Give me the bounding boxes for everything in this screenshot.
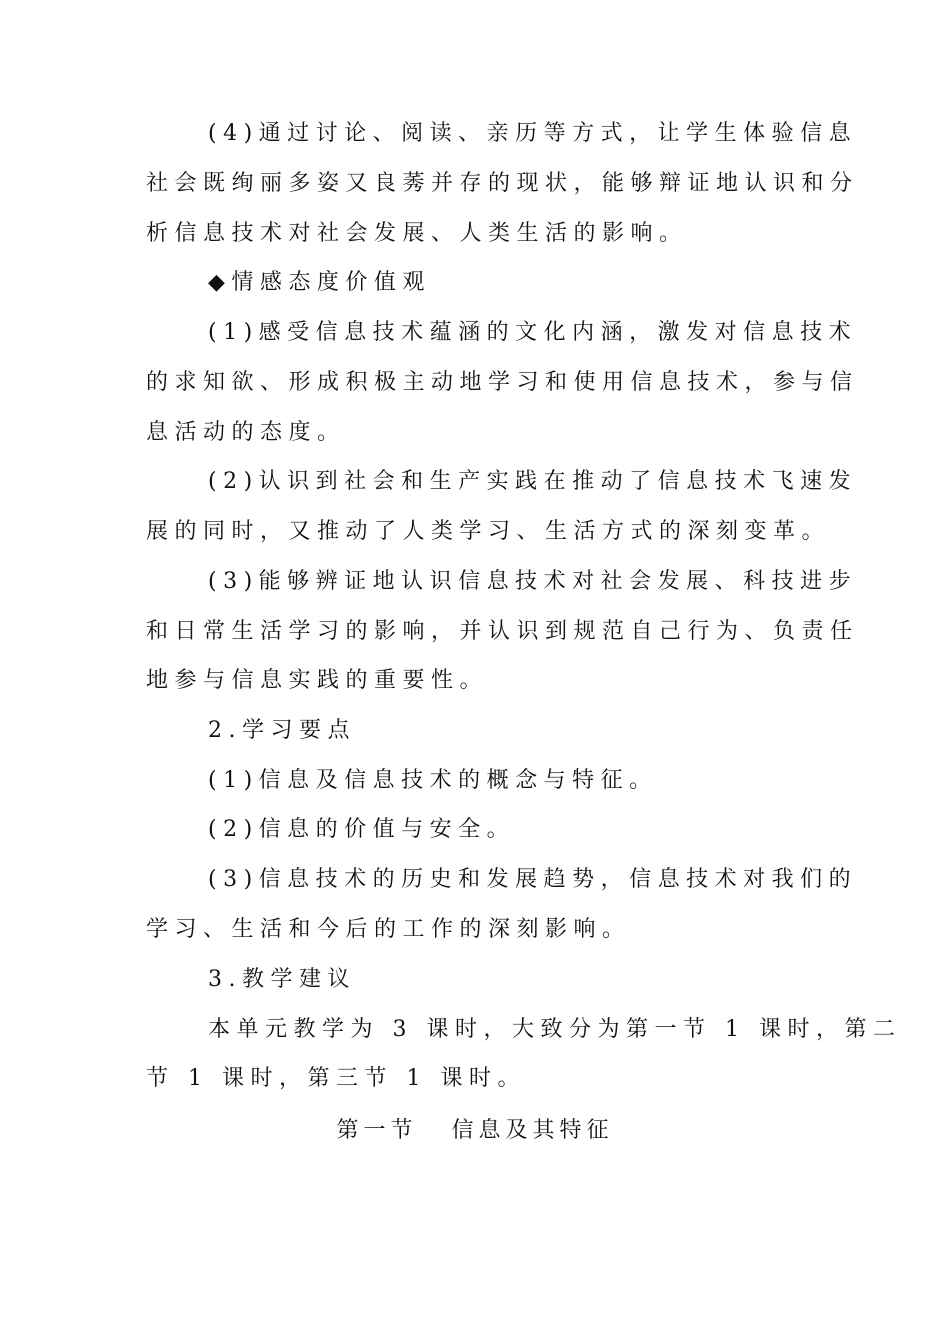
subsection-heading: ◆情感态度价值观 (208, 270, 431, 295)
paragraph-line: (4)通过讨论、阅读、亲历等方式，让学生体验信息 (208, 121, 858, 146)
paragraph-line: 本单元教学为 3 课时，大致分为第一节 1 课时，第二 (208, 1017, 902, 1042)
paragraph-line: 地参与信息实践的重要性。 (146, 668, 489, 693)
section-heading (0, 1111, 950, 1151)
paragraph-line: 析信息技术对社会发展、人类生活的影响。 (146, 221, 688, 246)
list-item: 学习、生活和今后的工作的深刻影响。 (146, 917, 631, 942)
paragraph-line: (3)能够辨证地认识信息技术对社会发展、科技进步 (208, 569, 858, 594)
list-item: (2)信息的价值与安全。 (208, 817, 516, 842)
section-number: 第一节 (336, 1118, 418, 1143)
subsection-heading: 3.教学建议 (208, 967, 356, 992)
paragraph-line: 节 1 课时，第三节 1 课时。 (146, 1066, 526, 1091)
paragraph-line: (1)感受信息技术蕴涵的文化内涵，激发对信息技术 (208, 320, 858, 345)
paragraph-line: 社会既绚丽多姿又良莠并存的现状，能够辩证地认识和分 (146, 171, 859, 196)
paragraph-line: (2)认识到社会和生产实践在推动了信息技术飞速发 (208, 469, 858, 494)
paragraph-line: 和日常生活学习的影响，并认识到规范自己行为、负责任 (146, 619, 859, 644)
paragraph-line: 展的同时，又推动了人类学习、生活方式的深刻变革。 (146, 519, 831, 544)
section-title: 信息及其特征 (451, 1118, 614, 1143)
paragraph-line: 息活动的态度。 (146, 420, 346, 445)
list-item: (3)信息技术的历史和发展趋势，信息技术对我们的 (208, 867, 858, 892)
subsection-heading: 2.学习要点 (208, 718, 356, 743)
paragraph-line: 的求知欲、形成积极主动地学习和使用信息技术，参与信 (146, 370, 859, 395)
list-item: (1)信息及信息技术的概念与特征。 (208, 768, 658, 793)
